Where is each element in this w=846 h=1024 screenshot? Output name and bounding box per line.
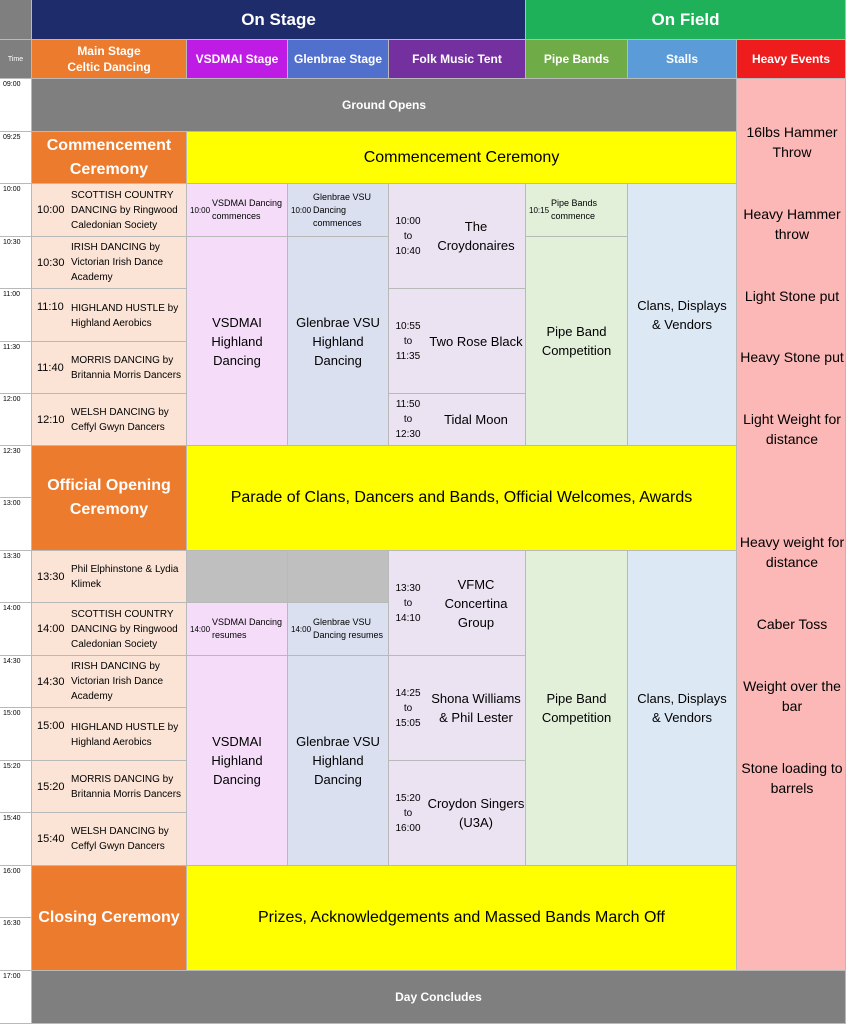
glenbrae-start-cell: 10:00 Glenbrae VSU Dancing commences <box>288 184 389 237</box>
vsdmai-highland-dancing-pm: VSDMAI Highland Dancing <box>187 656 288 866</box>
time-slot: 16:00 <box>0 866 32 918</box>
time-slot: 12:30 <box>0 446 32 498</box>
main-stage-event: 14:30 IRISH DANCING by Victorian Irish Dance Academy <box>32 656 187 708</box>
heavy-event: Caber Toss <box>756 616 828 632</box>
glenbrae-stage-header: Glenbrae Stage <box>288 40 389 79</box>
time-column-header: Time <box>0 40 32 79</box>
vsdmai-stage-header: VSDMAI Stage <box>187 40 288 79</box>
vsdmai-highland-dancing-am: VSDMAI Highland Dancing <box>187 237 288 446</box>
vsdmai-start-cell: 10:00 VSDMAI Dancing commences <box>187 184 288 237</box>
time-slot: 10:30 <box>0 237 32 289</box>
commencement-ceremony-banner: Commencement Ceremony <box>187 132 737 184</box>
glenbrae-highland-dancing-pm: Glenbrae VSU Highland Dancing <box>288 656 389 866</box>
official-opening-label: Official Opening Ceremony <box>32 446 187 551</box>
main-stage-header: Main Stage Celtic Dancing <box>32 40 187 79</box>
closing-ceremony-banner: Prizes, Acknowledgements and Massed Bands March Off <box>187 866 737 971</box>
vsdmai-break-cell <box>187 551 288 603</box>
closing-ceremony-label: Closing Ceremony <box>32 866 187 971</box>
folk-event: 15:20 to 16:00 Croydon Singers (U3A) <box>389 761 526 866</box>
main-stage-event: 12:10 WELSH DANCING by Ceffyl Gwyn Dancers <box>32 394 187 446</box>
heavy-events-column <box>737 79 846 971</box>
commencement-ceremony-label: Commencement Ceremony <box>32 132 187 184</box>
heavy-event: Light Stone put <box>744 288 840 304</box>
main-stage-event: 15:20 MORRIS DANCING by Britannia Morris Dancers <box>32 761 187 813</box>
time-slot: 15:40 <box>0 813 32 866</box>
ground-opens-banner: Ground Opens <box>32 79 737 132</box>
folk-event: 10:00 to 10:40 The Croydonaires <box>389 184 526 289</box>
time-slot: 14:30 <box>0 656 32 708</box>
time-slot: 11:00 <box>0 289 32 342</box>
heavy-event: 16lbs Hammer Throw <box>746 124 838 160</box>
heavy-event: Light Weight for distance <box>743 411 841 447</box>
stalls-pm: Clans, Displays & Vendors <box>628 551 737 866</box>
folk-event: 13:30 to 14:10 VFMC Concertina Group <box>389 551 526 656</box>
time-slot: 09:00 <box>0 79 32 132</box>
stalls-header: Stalls <box>628 40 737 79</box>
time-slot: 10:00 <box>0 184 32 237</box>
heavy-event: Heavy Stone put <box>740 349 844 365</box>
glenbrae-resume-cell: 14:00 Glenbrae VSU Dancing resumes <box>288 603 389 656</box>
heavy-event: Stone loading to barrels <box>741 760 843 796</box>
heavy-events-header: Heavy Events <box>737 40 846 79</box>
time-slot: 15:20 <box>0 761 32 813</box>
glenbrae-break-cell <box>288 551 389 603</box>
time-slot: 15:00 <box>0 708 32 761</box>
heavy-event: Weight over the bar <box>743 678 841 714</box>
time-slot: 13:00 <box>0 498 32 551</box>
main-stage-event: 10:30 IRISH DANCING by Victorian Irish Dance Academy <box>32 237 187 289</box>
folk-event: 14:25 to 15:05 Shona Williams & Phil Lester <box>389 656 526 761</box>
time-slot: 12:00 <box>0 394 32 446</box>
heavy-event: Heavy weight for distance <box>739 534 845 570</box>
vsdmai-resume-cell: 14:00 VSDMAI Dancing resumes <box>187 603 288 656</box>
main-stage-event: 11:10 HIGHLAND HUSTLE by Highland Aerobics <box>32 289 187 342</box>
pipe-bands-start-cell: 10:15 Pipe Bands commence <box>526 184 628 237</box>
main-stage-event: 15:00 HIGHLAND HUSTLE by Highland Aerobics <box>32 708 187 761</box>
time-slot: 16:30 <box>0 918 32 971</box>
time-slot: 09:25 <box>0 132 32 184</box>
day-concludes-banner: Day Concludes <box>32 971 846 1024</box>
time-slot: 17:00 <box>0 971 32 1024</box>
folk-event: 10:55 to 11:35 Two Rose Black <box>389 289 526 394</box>
glenbrae-highland-dancing-am: Glenbrae VSU Highland Dancing <box>288 237 389 446</box>
folk-tent-header: Folk Music Tent <box>389 40 526 79</box>
folk-event: 11:50 to 12:30 Tidal Moon <box>389 394 526 446</box>
time-slot: 13:30 <box>0 551 32 603</box>
heavy-event: Heavy Hammer throw <box>743 206 841 242</box>
pipe-band-competition-am: Pipe Band Competition <box>526 237 628 446</box>
on-stage-header: On Stage <box>32 0 526 40</box>
official-opening-banner: Parade of Clans, Dancers and Bands, Official Welcomes, Awards <box>187 446 737 551</box>
main-stage-event: 14:00 SCOTTISH COUNTRY DANCING by Ringwood Caledonian Society <box>32 603 187 656</box>
time-header-blank <box>0 0 32 40</box>
pipe-band-competition-pm: Pipe Band Competition <box>526 551 628 866</box>
stalls-am: Clans, Displays & Vendors <box>628 184 737 446</box>
time-slot: 14:00 <box>0 603 32 656</box>
main-stage-event: 15:40 WELSH DANCING by Ceffyl Gwyn Dancers <box>32 813 187 866</box>
on-field-header: On Field <box>526 0 846 40</box>
main-stage-event: 10:00 SCOTTISH COUNTRY DANCING by Ringwood Caledonian Society <box>32 184 187 237</box>
time-slot: 11:30 <box>0 342 32 394</box>
main-stage-event: 13:30 Phil Elphinstone & Lydia Klimek <box>32 551 187 603</box>
main-stage-event: 11:40 MORRIS DANCING by Britannia Morris Dancers <box>32 342 187 394</box>
pipe-bands-header: Pipe Bands <box>526 40 628 79</box>
